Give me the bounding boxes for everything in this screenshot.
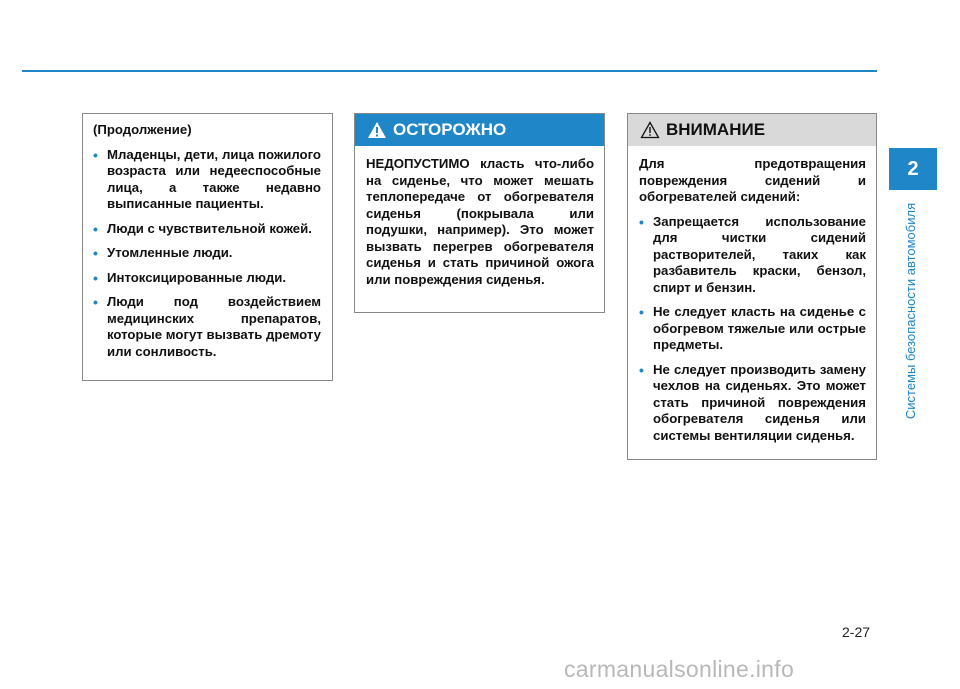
list-item — [93, 270, 321, 287]
bullet-icon: • — [93, 220, 98, 237]
list-item-text: Интоксицированные люди. — [107, 269, 287, 285]
list-item — [639, 304, 866, 354]
chapter-number: 2 — [907, 157, 919, 180]
chapter-title: Системы безопасности автомобиля — [903, 202, 918, 420]
watermark: carmanualsonline.info — [564, 656, 795, 682]
page-number: 2-27 — [842, 624, 871, 640]
warning-triangle-outline-icon — [640, 121, 660, 139]
list-item-text: Не следует производить замену чехлов на сиденьях. Это может стать причиной повреждения обогревателя сиденья или системы вентиляции сиденья. — [653, 361, 866, 443]
caution-header — [355, 114, 604, 146]
bullet-icon: • — [639, 304, 644, 320]
bullet-icon: • — [93, 245, 98, 261]
list-item-text: Не следует класть на сиденье с обогревом тяжелые или острые предметы. — [653, 304, 866, 352]
list-item-text: Люди с чувствительной кожей. — [107, 220, 312, 236]
list-item — [93, 245, 321, 262]
continued-list — [93, 147, 321, 361]
warning-list — [639, 214, 866, 445]
top-rule — [22, 70, 877, 72]
list-item-text: Люди под воздействием медицинских препаратов, которые могут вызвать дремоту или сонливость. — [107, 294, 321, 359]
bullet-icon: • — [93, 146, 98, 163]
list-item-text: Младенцы, дети, лица пожилого возраста или недееспособные лица, а также недавно выписанные пациенты. — [107, 146, 321, 211]
caution-text: НЕДОПУСТИМО класть что-либо на сиденье, что может мешать теплопередаче от обогревателя сиденья (покрывала или подушки, например). Это может вызвать перегрев обогревателя сиденья и стать причиной ожога или повреждения сиденья. — [366, 156, 594, 287]
continued-box-text — [93, 122, 321, 360]
bullet-icon: • — [93, 294, 98, 310]
bullet-icon: • — [639, 361, 644, 378]
list-item — [93, 221, 321, 238]
list-item — [93, 294, 321, 360]
warning-header — [628, 114, 876, 146]
warning-box — [627, 113, 877, 460]
continued-heading: (Продолжение) — [93, 122, 192, 137]
continued-box — [82, 113, 333, 381]
bullet-icon: • — [639, 213, 644, 230]
warning-triangle-icon — [367, 121, 387, 139]
list-item-text: Утомленные люди. — [107, 245, 233, 260]
warning-body — [628, 146, 876, 444]
warning-intro: Для предотвращения повреждения сидений и обогревателей сидений: — [639, 156, 866, 204]
list-item — [93, 147, 321, 213]
list-item — [639, 214, 866, 297]
caution-body — [355, 146, 604, 288]
chapter-tab — [889, 148, 937, 190]
list-item-text: Запрещается использование для чистки сидений растворителей, таких как разбавитель краски, бензол, спирт и бензин. — [653, 213, 866, 295]
caution-box — [354, 113, 605, 313]
bullet-icon: • — [93, 269, 98, 286]
caution-title: ОСТОРОЖНО — [393, 120, 507, 139]
warning-title: ВНИМАНИЕ — [666, 120, 766, 139]
list-item — [639, 362, 866, 445]
